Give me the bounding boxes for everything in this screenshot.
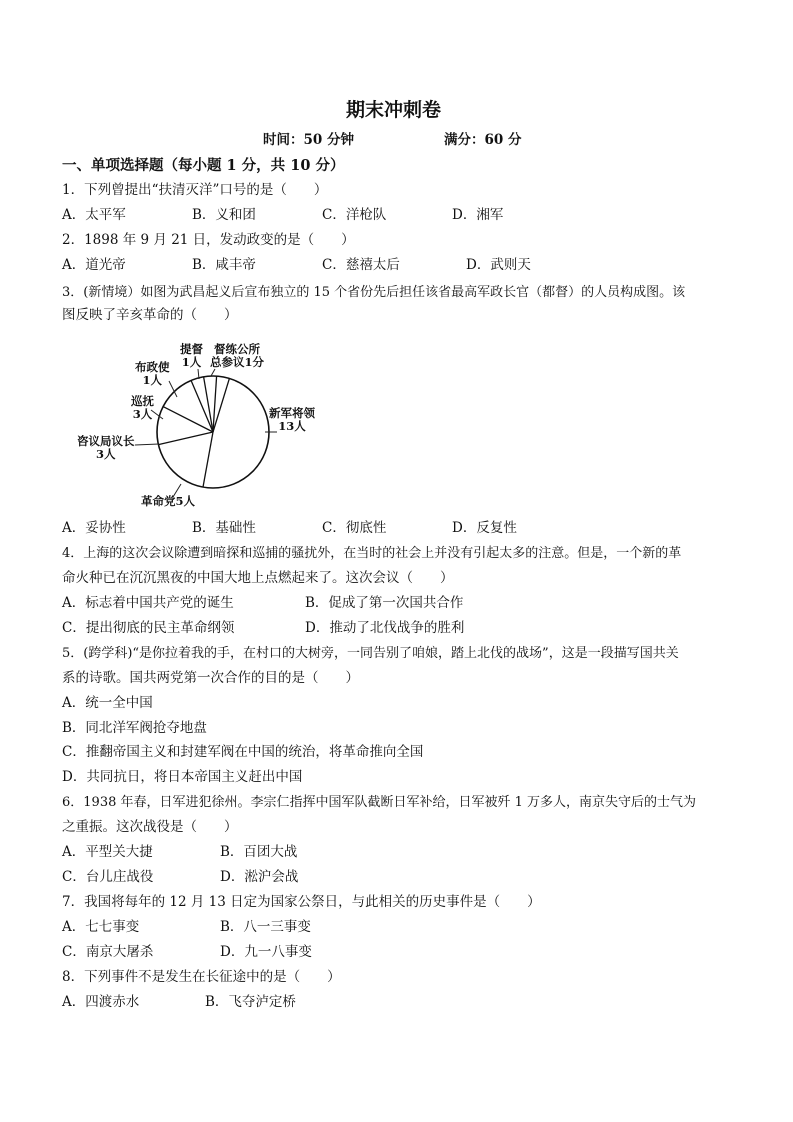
pie-label-xinjun-count: 13人 bbox=[278, 419, 306, 434]
pie-chart bbox=[65, 335, 365, 515]
q8-stem: 8．下列事件不是发生在长征途中的是（ ） bbox=[62, 969, 341, 985]
pie-label-buzheng-count: 1人 bbox=[142, 373, 162, 388]
pie-label-ziyi bbox=[77, 435, 135, 461]
q4-option-a: A．标志着中国共产党的诞生 bbox=[62, 595, 234, 611]
q7-option-d: D．九一八事变 bbox=[220, 944, 312, 960]
pie-label-tidu-name: 提督 bbox=[180, 342, 203, 356]
q3-option-a: A．妥协性 bbox=[62, 520, 126, 536]
q7-option-b: B．八一三事变 bbox=[220, 919, 311, 935]
q5-stem-line2: 系的诗歌。国共两党第一次合作的目的是（ ） bbox=[62, 670, 359, 686]
q3-option-b: B．基础性 bbox=[192, 520, 256, 536]
q2-option-c: C．慈禧太后 bbox=[322, 257, 400, 273]
q1-stem: 1．下列曾提出“扶清灭洋”口号的是（ ） bbox=[62, 182, 328, 198]
q3-option-d: D．反复性 bbox=[452, 520, 517, 536]
q1-option-b: B．义和团 bbox=[192, 207, 256, 223]
pie-label-xunfu-count: 3人 bbox=[132, 407, 153, 422]
pie-label-tidu-count: 1人 bbox=[181, 355, 202, 370]
q4-option-c: C．提出彻底的民主革命纲领 bbox=[62, 620, 235, 636]
q5-option-d: D．共同抗日，将日本帝国主义赶出中国 bbox=[62, 769, 303, 785]
q8-option-a: A．四渡赤水 bbox=[62, 994, 140, 1010]
q5-option-b: B．同北洋军阀抢夺地盘 bbox=[62, 720, 207, 736]
pie-label-xinjun-name: 新军将领 bbox=[269, 406, 315, 420]
q2-option-a: A．道光帝 bbox=[62, 257, 126, 273]
pie-label-ziyi-count: 3人 bbox=[95, 447, 116, 462]
q4-option-d: D．推动了北伐战争的胜利 bbox=[305, 620, 465, 636]
q6-stem-line1: 6．1938 年春，日军进犯徐州。李宗仁指挥中国军队截断日军补给，日军被歼 1 万多人，南京失守后的士气为 bbox=[62, 795, 697, 810]
q5-option-c: C．推翻帝国主义和封建军阀在中国的统治，将革命推向全国 bbox=[62, 744, 424, 760]
score-label: 满分：60 分 bbox=[444, 132, 522, 148]
q1-option-c: C．洋枪队 bbox=[322, 207, 387, 223]
pie-label-xunfu-name: 巡抚 bbox=[131, 394, 154, 408]
time-label: 时间：50 分钟 bbox=[263, 132, 354, 148]
q8-option-b: B．飞夺泸定桥 bbox=[205, 994, 296, 1010]
q5-stem-line1: 5．(跨学科)“是你拉着我的手，在村口的大树旁，一同告别了咱娘，踏上北伐的战场”，这是一段描写国共关 bbox=[62, 646, 679, 661]
q6-option-a: A．平型关大捷 bbox=[62, 844, 153, 860]
q4-stem-line2: 命火种已在沉沉黑夜的中国大地上点燃起来了。这次会议（ ） bbox=[62, 570, 454, 586]
q4-option-b: B．促成了第一次国共合作 bbox=[305, 595, 464, 611]
q3-stem-line2: 图反映了辛亥革命的（ ） bbox=[62, 307, 238, 323]
q2-option-d: D．武则天 bbox=[466, 257, 531, 273]
q6-option-d: D．淞沪会战 bbox=[220, 869, 299, 885]
section-heading: 一、单项选择题（每小题 1 分，共 10 分） bbox=[62, 157, 345, 174]
q7-option-a: A．七七事变 bbox=[62, 919, 140, 935]
q3-stem-line1: 3．(新情境）如图为武昌起义后宣布独立的 15 个省份先后担任该省最高军政长官（都督）的人员构成图。该 bbox=[62, 285, 686, 300]
pie-label-buzheng-name: 布政使 bbox=[135, 360, 170, 374]
pie-label-dulian-count: 总参议1分 bbox=[210, 355, 265, 370]
q3-option-c: C．彻底性 bbox=[322, 520, 387, 536]
pie-label-dulian bbox=[210, 343, 264, 369]
pie-label-buzheng bbox=[135, 361, 170, 387]
pie-leader-dulian bbox=[211, 369, 215, 376]
pie-label-geming bbox=[141, 495, 195, 508]
pie-label-dulian-name: 督练公所 bbox=[214, 342, 260, 356]
q1-option-a: A．太平军 bbox=[62, 207, 126, 223]
pie-label-ziyi-name: 咨议局议长 bbox=[77, 434, 135, 448]
q1-option-d: D．湘军 bbox=[452, 207, 504, 223]
q2-option-b: B．咸丰帝 bbox=[192, 257, 256, 273]
pie-label-xinjun bbox=[269, 407, 315, 433]
pie-label-tidu bbox=[180, 343, 203, 369]
q2-stem: 2．1898 年 9 月 21 日，发动政变的是（ ） bbox=[62, 232, 355, 248]
q6-option-c: C．台儿庄战役 bbox=[62, 869, 154, 885]
pie-leader-ziyi bbox=[135, 444, 159, 445]
pie-label-geming-text: 革命党5人 bbox=[141, 494, 196, 508]
q4-stem-line1: 4．上海的这次会议除遭到暗探和巡捕的骚扰外，在当时的社会上并没有引起太多的注意。但是，一个新的革 bbox=[62, 546, 682, 561]
q6-option-b: B．百团大战 bbox=[220, 844, 298, 860]
q7-stem: 7．我国将每年的 12 月 13 日定为国家公祭日，与此相关的历史事件是（ ） bbox=[62, 894, 541, 910]
q7-option-c: C．南京大屠杀 bbox=[62, 944, 154, 960]
page-title: 期末冲刺卷 bbox=[346, 99, 442, 121]
q6-stem-line2: 之重振。这次战役是（ ） bbox=[62, 819, 238, 835]
q5-option-a: A．统一全中国 bbox=[62, 695, 153, 711]
pie-label-xunfu bbox=[131, 395, 154, 421]
